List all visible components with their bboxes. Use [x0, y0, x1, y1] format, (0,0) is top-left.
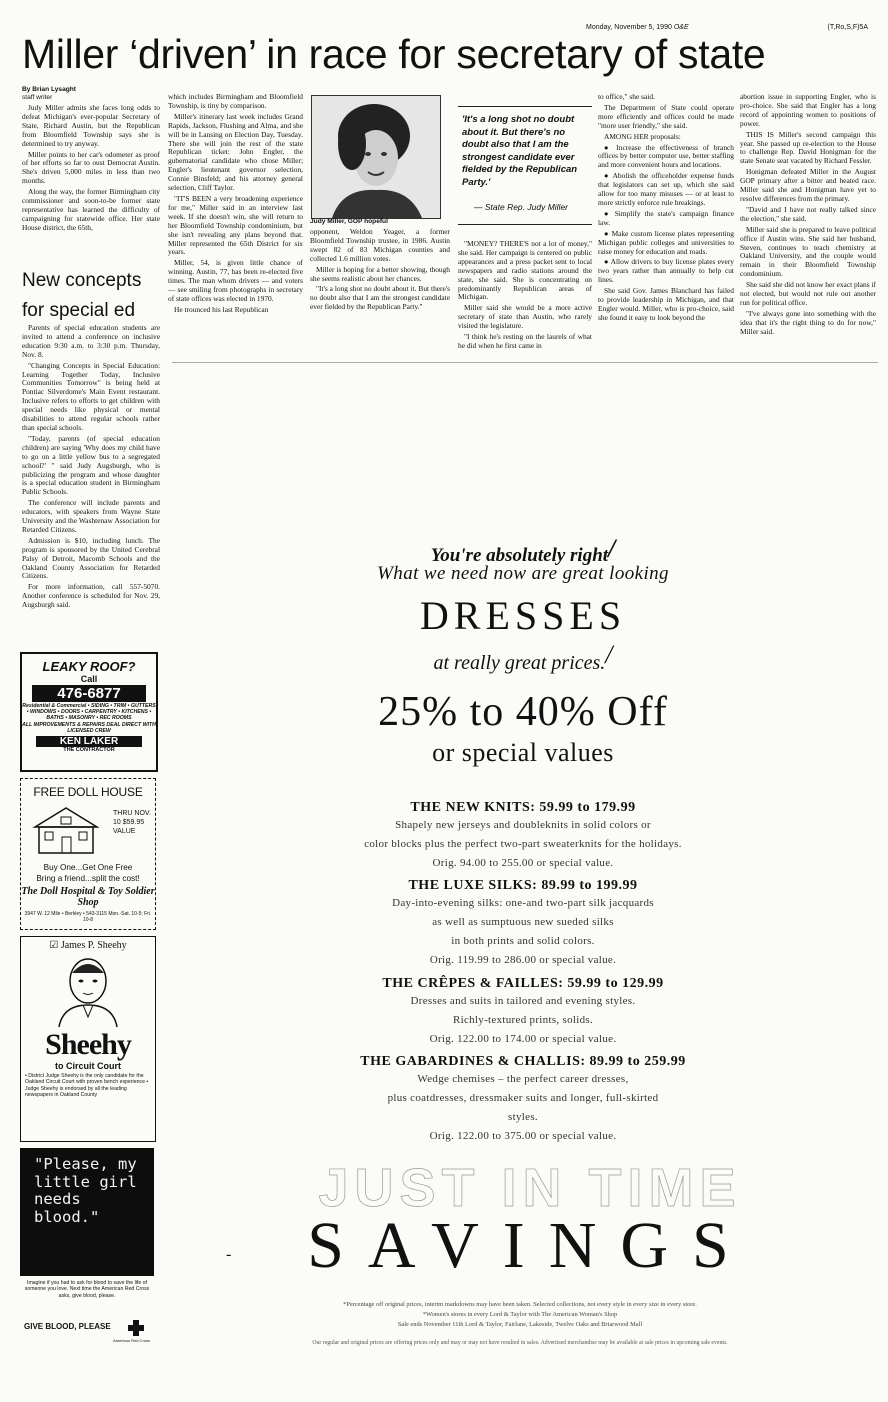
checkmark-icon: /: [605, 640, 613, 669]
ad-dresses-title: DRESSES: [419, 593, 627, 638]
blood-ad-org: American Red Cross: [113, 1338, 150, 1343]
sheehy-ad-name: ☑ James P. Sheehy: [49, 940, 127, 951]
ad-fine-print: *Percentage off original prices, interim markdowns may have been taken. Selected collections, not every style in every size in every store. *Women's stores in every Lord & Taylor with The American Woman's Shop Sale ends November 11th Lord & Taylor, Fairlane, Lakeside, Twelve Oaks and Briarwood Mall: [343, 1301, 697, 1328]
roof-ad-deal: ALL IMPROVEMENTS & REPAIRS DEAL DIRECT WITH LICENSED CREW: [22, 722, 156, 734]
doll-ad-line2: Bring a friend...split the cost!: [36, 874, 140, 883]
candidate-photo: [311, 95, 441, 219]
doll-ad-offer-tag: THRU NOV. 10 $59.95 VALUE: [113, 810, 151, 835]
headline: Miller ‘driven’ in race for secretary of state: [22, 31, 766, 77]
pull-quote: 'It's a long shot no doubt about it. But there's no doubt also that I am the strongest candidate ever fielded by the Republican Party.': [462, 114, 578, 188]
candidate-portrait: [53, 955, 123, 1027]
doll-ad-address: 3947 W. 12 Mile • Berkley • 543-3115 Mon.-Sat. 10-5; Fri. 10-8: [24, 911, 152, 923]
article-column-4: "MONEY? THERE'S not a lot of money," she said. Her campaign is centered on public appearances and a press packet sent to local newspapers and radio stations around the state, she said. She is concentrating on predominantly Republican areas of Michigan. Miller said she would be a more active secretary of state than Austin, who rarely visited the legislature. "I think he's resting on the laurels of what he did when he first came in: [458, 240, 592, 350]
ad-dash-mark: -: [226, 1246, 232, 1263]
ad-prices-line: at really great prices./: [433, 640, 613, 674]
article-column-2: which includes Birmingham and Bloomfield Township, is tiny by comparison. Miller's itinerary last week includes Grand Rapids, Jackson, Flushing and Alma, and she will be in Lansing on Election Day, Tuesday. There she will join the rest of the state Republican ticket: John Engler, the gubernatorial candidate who chose Miller; Engler's lieutenant governor selection, Connie Binsfeld; and his attorney general selection, Cliff Taylor. "IT'S BEEN a very broadening experience for me," Miller said in an interview last week. If she doesn't win, she will return to her Bloomfield Township condominium, but she isn't revealing any plans beyond that. Miller represented the 65th District for six years. Miller, 54, is given little chance of winning. Austin, 77, has been re-elected five times. The man whom drivers — and voters — see smiling from photographs in secretary of state offices was elected in 1970. He trounced his last Republican: [168, 93, 303, 314]
ad-section-body: Dresses and suits in tailored and evening styles. Richly-textured prints, solids. Orig. 122.00 to 174.00 or special value.: [410, 995, 636, 1045]
roof-ad-brand-sub: THE CONTRACTOR: [63, 747, 115, 753]
folio-date: Monday, November 5, 1990 O&E: [586, 24, 689, 31]
roof-ad-call: Call: [80, 674, 98, 684]
ad-discount: 25% to 40% Off: [378, 689, 668, 735]
ad-section-knits: [178, 800, 868, 873]
ad-section-body: Wedge chemises – the perfect career dresses, plus coatdresses, dressmaker suits and longer, full-skirted styles. Orig. 122.00 to 375.00 or special value.: [387, 1073, 659, 1142]
ad-savings-title: SAVINGS: [307, 1209, 753, 1282]
sheehy-ad-office: to Circuit Court: [55, 1061, 121, 1071]
red-cross-icon: [128, 1320, 144, 1336]
roof-ad-phone: 476-6877: [32, 685, 146, 702]
ad-top-rule: [172, 362, 878, 363]
byline-name: By Brian Lysaght: [22, 86, 76, 93]
roof-ad-services: Residential & Commercial • SIDING • TRIM • GUTTERS • WINDOWS • DOORS • CARPENTRY • KITCHENS • BATHS • MASONRY • REC ROOMS: [22, 703, 156, 721]
ad-section-gabardines: [178, 1054, 868, 1146]
ad-section-silks: [178, 878, 868, 970]
subheadline: New concepts for special ed: [22, 270, 142, 321]
byline-title: staff writer: [22, 94, 53, 101]
special-ed-article: Parents of special education students are invited to attend a conference on inclusive education 9:30 a.m. to 3:30 p.m. Thursday, Nov. 8. "Changing Concepts in Special Education: Learning Together Today, Inclusive Communities Tomorrow" is being held at Pontiac Silverdome's Main Event restaurant. Inclusive refers to efforts to get children with special needs like physical or mental disabilities to attend regular schools rather than special schools. "Today, parents (of special education children) are saying 'Why does my child have to go on a little yellow bus to a segregated school?' " said Judy Augsburgh, who is publicizing the program and whose daughter is a special education student in Birmingham Public Schools. The conference will include parents and educators, with speakers from Wayne State University and the Washtenaw Association for Retarded Citizens. Admission is $10, including lunch. The program is sponsored by the United Cerebral Palsy of Detroit, Macomb Schools and the Oakland County Association for Retarded Citizens. For more information, call 557-5070. Another conference is scheduled for Nov. 29, Augsburgh said.: [22, 324, 160, 610]
blood-ad-body: Imagine if you had to ask for blood to save the life of someone you love. Next time the American Red Cross asks, give blood, please.: [24, 1280, 150, 1299]
doll-house-ad: [20, 778, 156, 930]
ad-section-heading: THE GABARDINES & CHALLIS: 89.99 to 259.99: [360, 1054, 686, 1069]
doll-ad-shop: The Doll Hospital & Toy Soldier Shop: [21, 886, 155, 908]
sheehy-ad-blurb: • District Judge Sheehy is the only candidate for the Oakland Circuit Court with proven bench experience • Judge Sheehy is endorsed by all the leading newspapers in Oakland County: [25, 1073, 149, 1099]
doll-ad-line1: Buy One...Get One Free: [43, 863, 133, 872]
pull-quote-rule-top: [458, 106, 592, 107]
ad-special-values: or special values: [432, 738, 614, 767]
article-column-5: to office," she said. The Department of State could operate more efficiently and offices could be made "more user friendly," she said. AMONG HER proposals: ● Increase the effectiveness of branch offices by better computer use, better staffing and more convenient hours and locations. ● Abolish the officeholder expense funds that legislators can set up, which she said allow for too many misuses — or at least to more strictly enforce rule breakings. ● Simplify the state's campaign finance law. ● Make custom license plates representing Michigan public colleges and universities to raise money for education and roads. ● Allow drivers to buy license plates every two years rather than annually to help cut lines. She said Gov. James Blanchard has failed to provide leadership in Michigan, and that Engler would. Miller, who is pro-choice, said she found it easy to look beyond the: [598, 93, 734, 322]
leaky-roof-ad: [20, 652, 158, 772]
ad-just-in-time: JUST IN TIME: [318, 1158, 742, 1218]
sheehy-ad-big-name: Sheehy: [45, 1028, 131, 1061]
ad-section-heading: THE CRÊPES & FAILLES: 59.99 to 129.99: [382, 976, 664, 991]
byline: [22, 86, 162, 102]
article-column-3: opponent, Weldon Yeager, a former Bloomfield Township trustee, in 1986. Austin swept 82 of 83 Michigan counties and collected 1.6 million votes. Miller is hoping for a better showing, though she seems realistic about her chances. "It's a long shot no doubt about it. But there's no doubt also that I am the strongest candidate ever fielded by the Republican Party.": [310, 228, 450, 312]
ad-section-heading: THE LUXE SILKS: 89.99 to 199.99: [408, 878, 638, 893]
ad-disclaimer: Our regular and original prices are offering prices only and may or may not have resulted in sales. Advertised merchandise may be available at sale prices in upcoming sale events.: [312, 1340, 728, 1346]
ad-tagline: What we need now are great looking: [377, 563, 669, 584]
doll-ad-title: FREE DOLL HOUSE: [33, 785, 143, 799]
article-column-1: Judy Miller admits she faces long odds to defeat Michigan's ever-popular Secretary of State, Richard Austin, but the Republican from Bloomfield Township says she is determined to try anyway. Miller points to her car's odometer as proof of her efforts so far to oust Democrat Austin. She's driven 5,000 miles in less than two months. Along the way, the former Birmingham city commissioner and soon-to-be former state representative has learned the difficulty of campaigning for statewide office. Her state House district, the 65th,: [22, 104, 160, 232]
photo-caption: Judy Miller, GOP hopeful: [310, 218, 388, 225]
blood-ad-quote: "Please, my little girl needs blood.": [34, 1155, 137, 1226]
pull-quote-rule-bottom: [458, 224, 592, 225]
article-column-6: abortion issue in supporting Engler, who is pro-choice. She said that Engler has a long record of appointing women to positions of power. THIS IS Miller's second campaign this year. She passed up re-election to the House to challenge Rep. David Honigman for the state Senate seat vacated by Richard Fessler. Honigman defeated Miller in the August GOP primary after a bitter and heated race. Miller said she and Honigman have yet to resolve differences from the primary. "David and I have not really talked since the election," she said. Miller said she is prepared to leave political office if Austin wins. She said her husband, Steven, continues to teach chemistry at Oakland University, and the couple would remain in their Bloomfield Township condominium. She said she did not know her exact plans if not elected, but would not rule out another run for political office. "I've always gone into something with the idea that it's the right thing to do for now," Miller said.: [740, 93, 876, 336]
roof-ad-title: LEAKY ROOF?: [42, 659, 136, 674]
ad-section-body: Shapely new jerseys and doubleknits in solid colors or color blocks plus the perfect two-part sweaterknits for the holidays. Orig. 94.00 to 255.00 or special value.: [364, 819, 682, 869]
blood-ad-cta: GIVE BLOOD, PLEASE: [24, 1322, 111, 1331]
folio-edition-code: (T,Ro,S,F)5A: [827, 24, 868, 31]
checkmark-icon: /: [608, 534, 616, 563]
blood-ad-footer: [20, 1276, 154, 1348]
ad-section-crepes: [178, 976, 868, 1049]
doll-house-icon: [31, 805, 101, 855]
ad-section-heading: THE NEW KNITS: 59.99 to 179.99: [410, 800, 636, 815]
ad-section-body: Day-into-evening silks: one-and two-part silk jacquards as well as sumptuous new sueded silks in both prints and solid colors. Orig. 119.99 to 286.00 or special value.: [392, 897, 654, 966]
ad-intro-line: You're absolutely right/: [430, 534, 616, 566]
sheehy-campaign-ad: [20, 936, 156, 1142]
roof-ad-brand: KEN LAKER: [36, 736, 142, 747]
pull-quote-attribution: — State Rep. Judy Miller: [474, 202, 569, 212]
red-cross-blood-ad: [20, 1148, 154, 1348]
